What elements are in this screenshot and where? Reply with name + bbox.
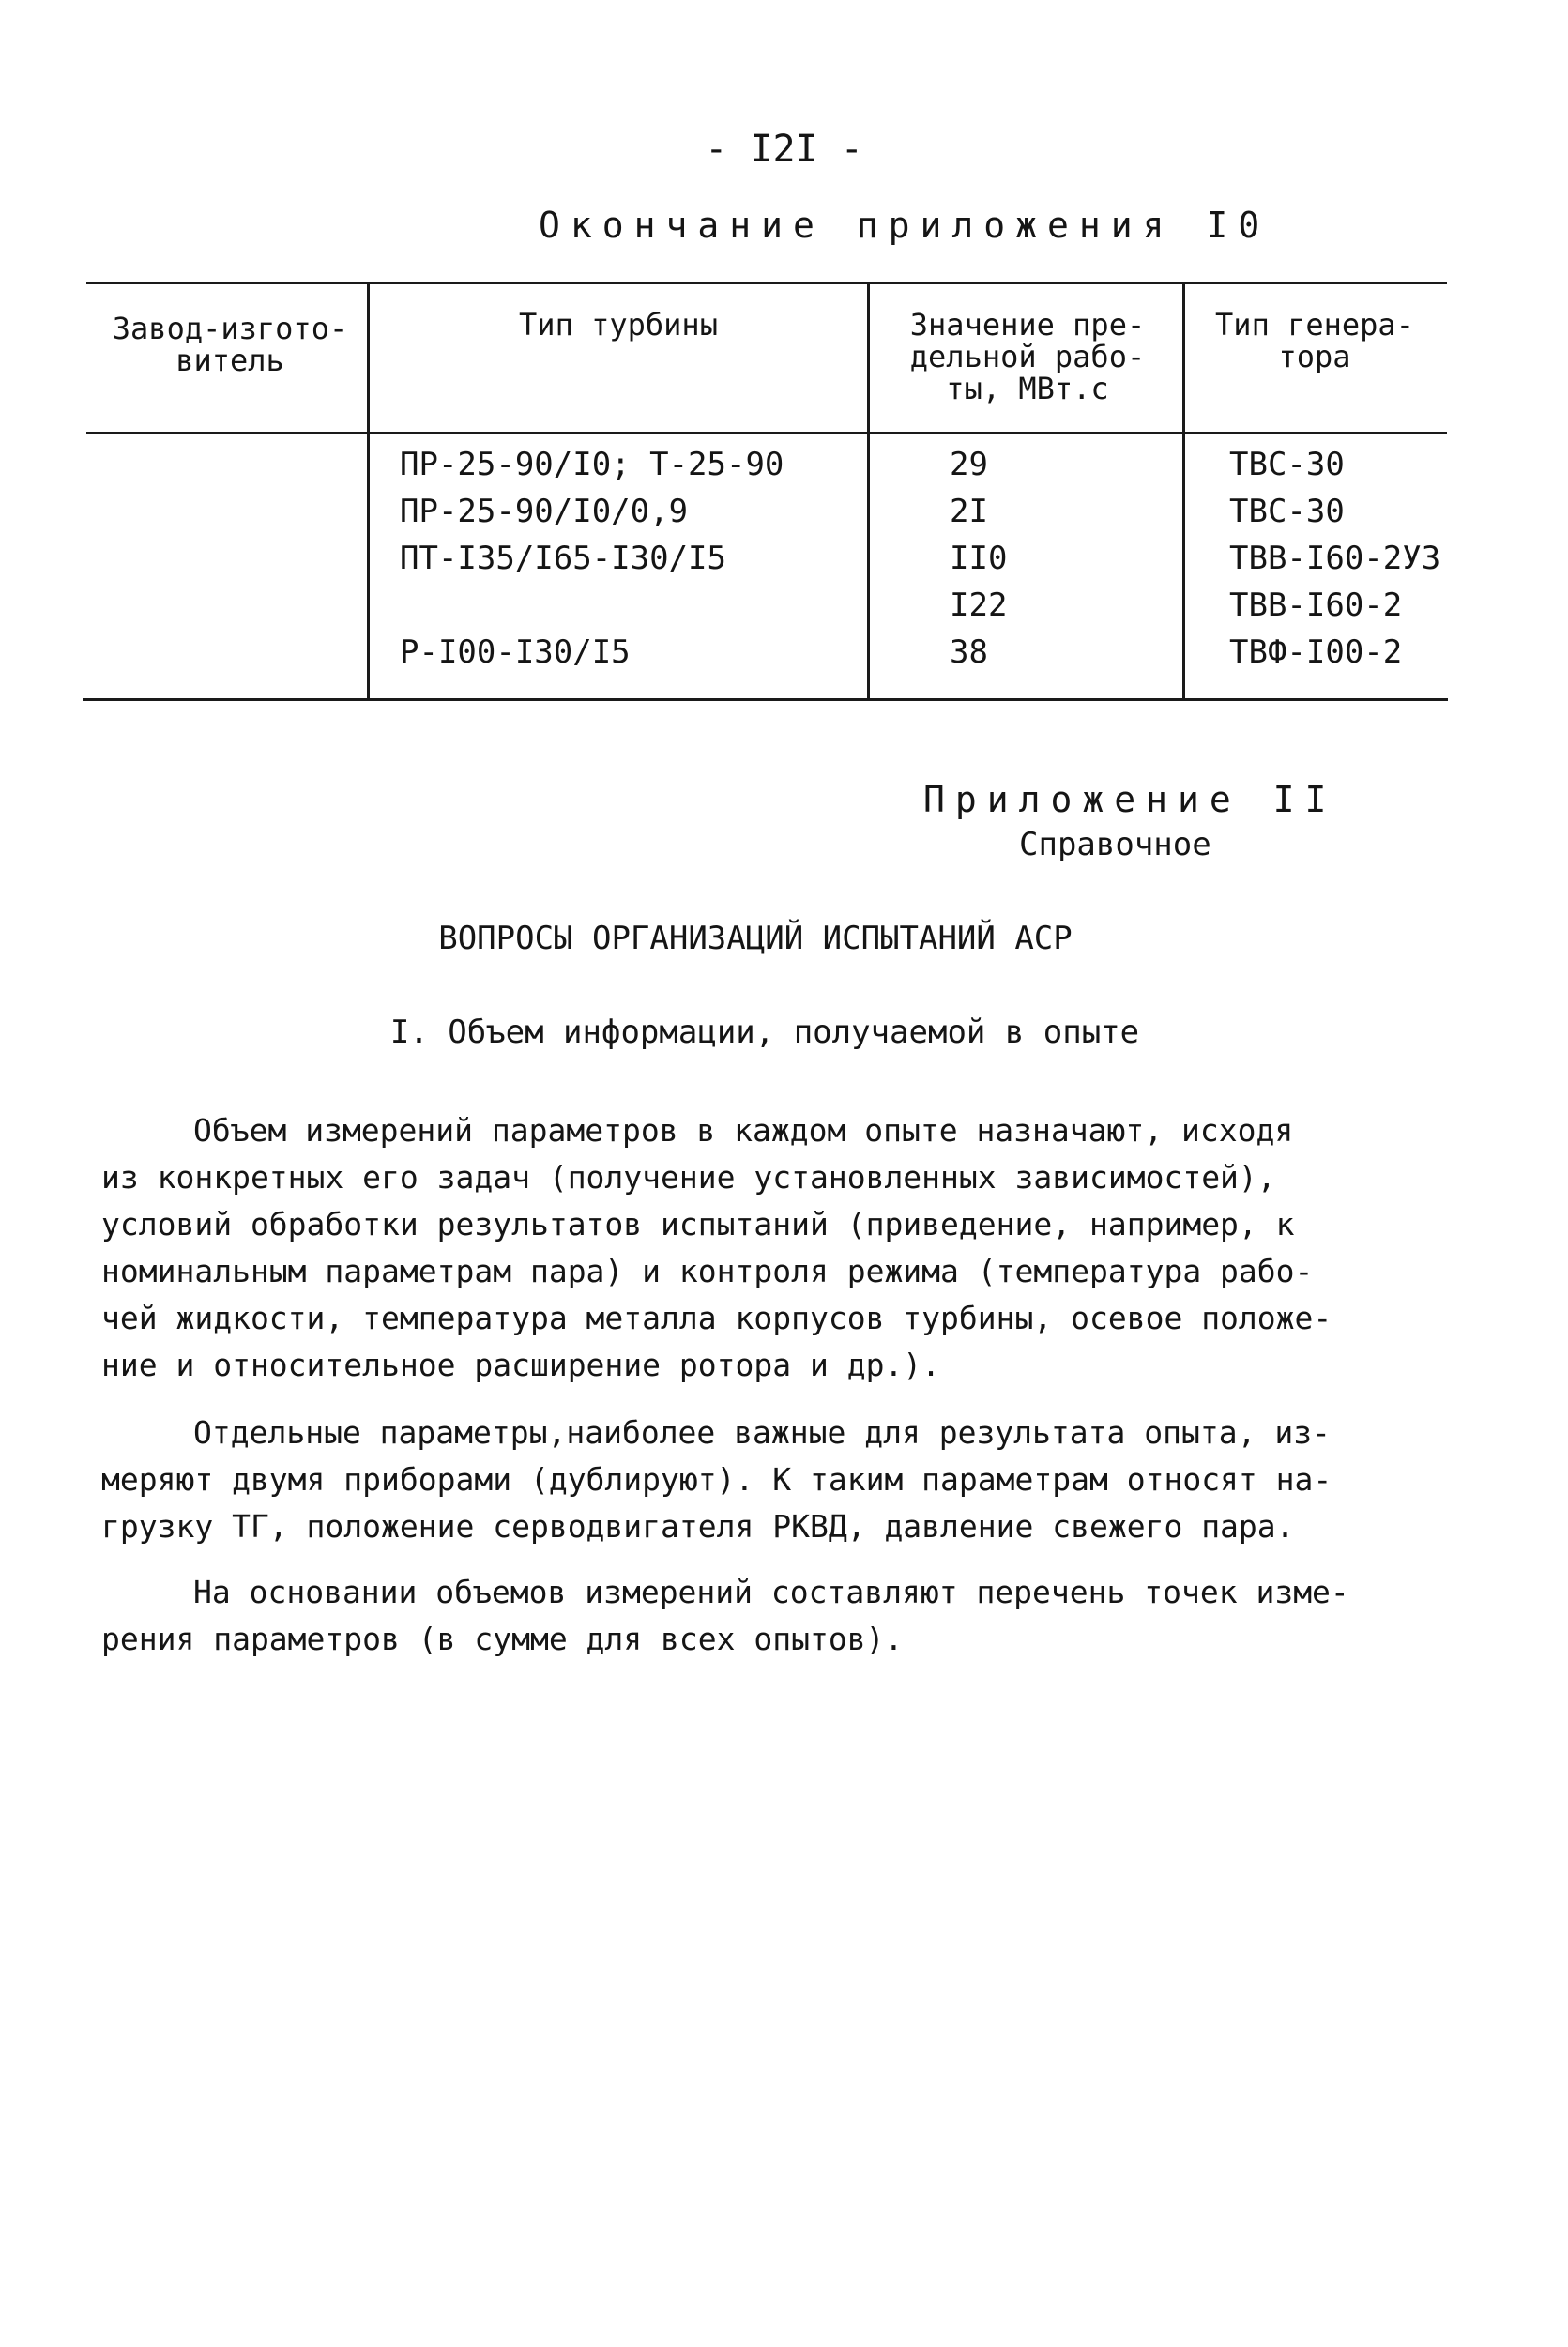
header-turbine-type — [370, 307, 867, 343]
paragraph-line: условий обработки результатов испытаний (приведение, например, к — [101, 1206, 1295, 1242]
table-cell-limit-work: II0 — [950, 540, 1008, 577]
continuation-title: Окончание приложения I0 — [539, 205, 1271, 246]
table-cell-turbine-type: ПР-25-90/I0; Т-25-90 — [400, 446, 784, 483]
header-generator-type — [1188, 307, 1441, 374]
header-manufacturer — [89, 313, 371, 377]
section-heading: ВОПРОСЫ ОРГАНИЗАЦИЙ ИСПЫТАНИЙ АСР — [438, 920, 1073, 957]
header-limit-work-line-1: Значение пре- — [909, 307, 1146, 343]
table-cell-generator-type: ТВС-30 — [1229, 446, 1345, 483]
header-manufacturer-line-1: Завод-изгото- — [112, 311, 348, 346]
turbine-type-column — [400, 441, 784, 676]
paragraph-line: грузку ТГ, положение серводвигателя РКВД, давление свежего пара. — [101, 1508, 1295, 1545]
paragraph-line: из конкретных его задач (получение установленных зависимостей), — [101, 1159, 1276, 1196]
table-cell-limit-work: 29 — [950, 446, 988, 483]
table-cell-turbine-type: ПТ-I35/I65-I30/I5 — [400, 540, 726, 577]
table-cell-turbine-type: ПР-25-90/I0/0,9 — [400, 493, 689, 530]
header-limit-work-line-3: ты, МВт.с — [946, 371, 1109, 406]
table-col-divider-3 — [1182, 283, 1185, 699]
generator-type-column — [1229, 441, 1440, 676]
header-generator-type-line-2: тора — [1278, 339, 1351, 374]
table-header-rule — [86, 432, 1447, 434]
paragraph-line: ние и относительное расширение ротора и др.). — [101, 1347, 941, 1383]
table-cell-turbine-type: Р-I00-I30/I5 — [400, 633, 631, 671]
paragraph-3 — [101, 1569, 1434, 1663]
paragraph-line: номинальным параметрам пара) и контроля режима (температура рабо- — [101, 1253, 1314, 1289]
header-manufacturer-line-2: витель — [175, 343, 284, 378]
appendix-title: Приложение II — [923, 779, 1337, 820]
paragraph-line: Отдельные параметры,наиболее важные для результата опыта, из- — [193, 1414, 1331, 1451]
paragraph-2 — [101, 1410, 1434, 1550]
turbine-generator-table — [0, 0, 1568, 713]
paragraph-line: чей жидкости, температура металла корпусов турбины, осевое положе- — [101, 1300, 1332, 1336]
table-cell-generator-type: ТВВ-I60-2 — [1229, 587, 1403, 624]
table-cell-limit-work: I22 — [950, 587, 1008, 624]
header-limit-work-line-2: дельной рабо- — [909, 339, 1146, 374]
table-col-divider-2 — [867, 283, 870, 699]
subsection-heading: I. Объем информации, получаемой в опыте — [389, 1013, 1140, 1051]
paragraph-line: На основании объемов измерений составляют перечень точек изме- — [193, 1574, 1349, 1610]
header-generator-type-line-1: Тип генера- — [1215, 307, 1414, 343]
paragraph-line: Объем измерений параметров в каждом опыте назначают, исходя — [193, 1112, 1294, 1149]
table-cell-generator-type: ТВВ-I60-2УЗ — [1229, 540, 1441, 577]
table-cell-generator-type: ТВС-30 — [1229, 493, 1345, 530]
paragraph-line: рения параметров (в сумме для всех опытов). — [101, 1621, 904, 1657]
page-number: - I2I - — [705, 128, 863, 171]
paragraph-1 — [101, 1107, 1434, 1389]
table-cell-limit-work: 2I — [950, 493, 988, 530]
appendix-kind: Справочное — [1019, 826, 1211, 863]
paragraph-line: меряют двумя приборами (дублируют). К таким параметрам относят на- — [101, 1461, 1332, 1498]
header-turbine-type-line-1: Тип турбины — [519, 307, 718, 343]
table-cell-turbine-type — [400, 582, 784, 629]
table-cell-generator-type: ТВФ-I00-2 — [1229, 633, 1403, 671]
table-top-rule — [86, 282, 1447, 284]
table-bottom-rule — [83, 698, 1448, 701]
limit-work-column — [950, 441, 1007, 676]
header-limit-work — [873, 307, 1182, 406]
table-cell-limit-work: 38 — [950, 633, 988, 671]
